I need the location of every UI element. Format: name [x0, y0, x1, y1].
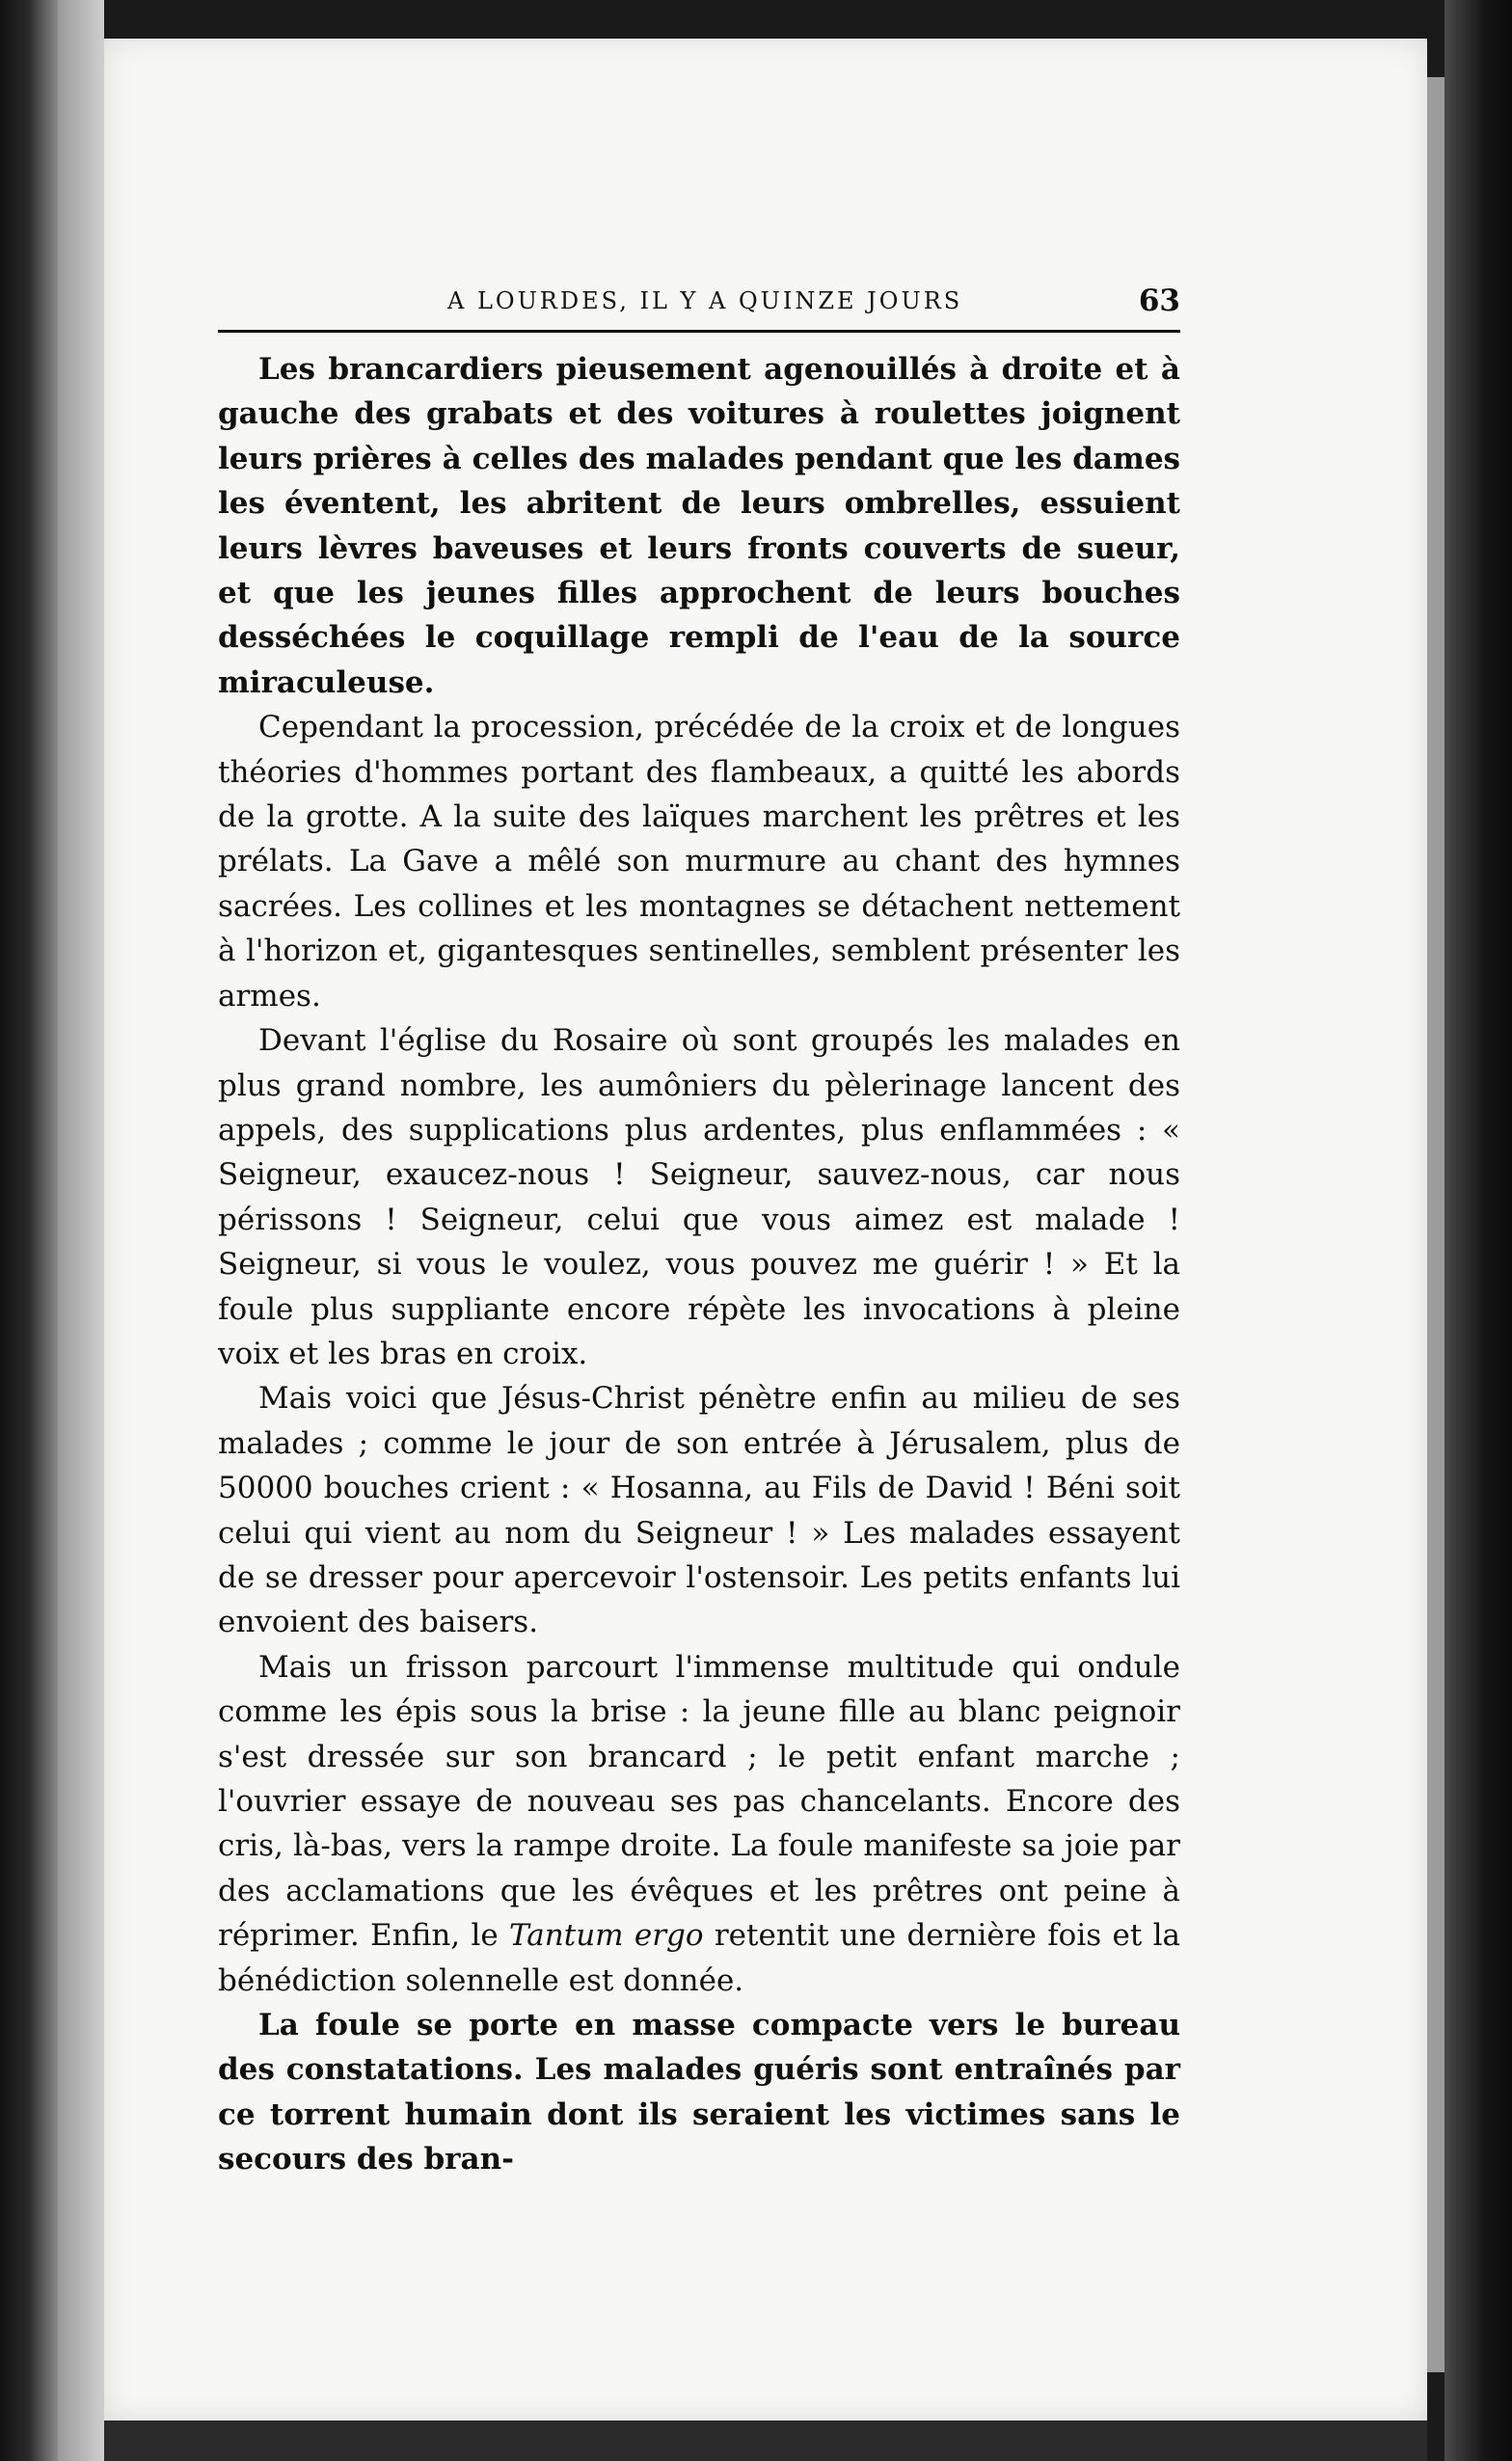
page-header [218, 272, 1180, 333]
paragraph-3: Devant l'église du Rosaire où sont groupés les malades en plus grand nombre, les aumôniers du pèlerinage lancent des appels, des supplications plus ardentes, plus enflammées : « Seigneur, exaucez-nous ! Seigneur, sauvez-nous, car nous périssons ! Seigneur, celui que vous aimez est malade ! Seigneur, si vous le voulez, vous pouvez me guérir ! » Et la foule plus suppliante encore répète les invocations à pleine voix et les bras en croix. [218, 1023, 1180, 1371]
scan-bottom-edge [104, 2420, 1427, 2461]
scan-left-edge [0, 0, 58, 2461]
italic-phrase: Tantum ergo [509, 1918, 704, 1954]
paragraph-4: Mais voici que Jésus-Christ pénètre enfin au milieu de ses malades ; comme le jour de son entrée à Jérusalem, plus de 50000 bouches crient : « Hosanna, au Fils de David ! Béni soit celui qui vient au nom du Seigneur ! » Les malades essayent de se dresser pour apercevoir l'ostensoir. Les petits enfants lui envoient des baisers. [218, 1381, 1180, 1640]
page-body [218, 347, 1180, 2182]
scan-left-shadow [58, 0, 104, 2461]
paragraph-2: Cependant la procession, précédée de la croix et de longues théories d'hommes portant des flambeaux, a quitté les abords de la grotte. A la suite des laïques marchent les prêtres et les prélats. La Gave a mêlé son murmure au chant des hymnes sacrées. Les collines et les montagnes se détachent nettement à l'horizon et, gigantesques sentinelles, semblent présenter les armes. [218, 710, 1180, 1014]
running-title: A LOURDES, IL Y A QUINZE JOURS [447, 287, 963, 314]
paragraph-1: Les brancardiers pieusement agenouillés à droite et à gauche des grabats et des voitures à roulettes joignent leurs prières à celles des malades pendant que les dames les éventent, les abritent de leurs ombrelles, essuient leurs lèvres baveuses et leurs fronts couverts de sueur, et que les jeunes filles approchent de leurs bouches desséchées le coquillage rempli de l'eau de la source miraculeuse. [218, 352, 1180, 700]
paragraph-5: Mais un frisson parcourt l'immense multitude qui ondule comme les épis sous la brise : la jeune fille au blanc peignoir s'est dressée sur son brancard ; le petit enfant marche ; l'ouvrier essaye de nouveau ses pas chancelants. Encore des cris, là-bas, vers la rampe droite. La foule manifeste sa joie par des acclamations que les évêques et les prêtres ont peine à réprimer. Enfin, le Tantum ergo retentit une dernière fois et la bénédiction solennelle est donnée. [218, 1649, 1180, 1998]
scan-right-edge [1444, 0, 1512, 2461]
paragraph-6: La foule se porte en masse compacte vers le bureau des constatations. Les malades guéris sont entraînés par ce torrent humain dont ils seraient les victimes sans le secours des bran- [218, 2008, 1180, 2177]
scan-right-page-edge [1427, 77, 1444, 2372]
page-number: 63 [1138, 284, 1180, 318]
